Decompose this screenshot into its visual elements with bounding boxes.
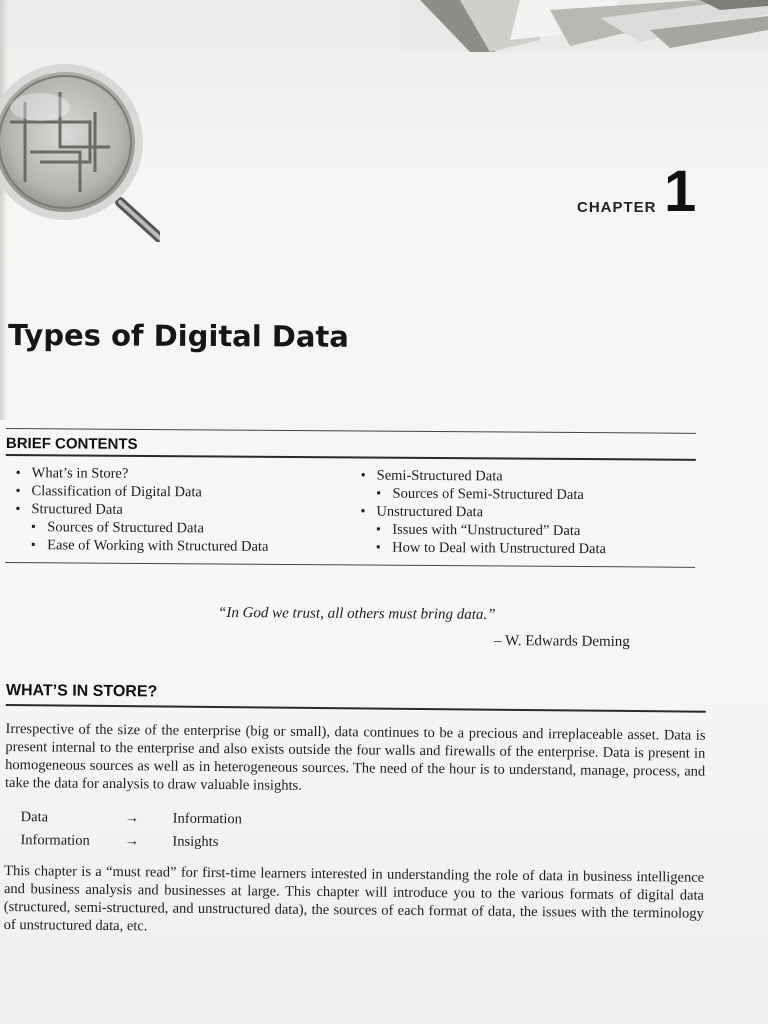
chapter-number: 1 [664, 159, 697, 224]
epigraph-quote: “In God we trust, all others must bring data.” [217, 605, 496, 623]
body-paragraph: Irrespective of the size of the enterprise (big or small), data continues to be a precious and irreplaceable asset. Data is present internal to the enterprise and also exists outside the four walls and firewalls of the enterprise. Data is present in homogeneous sources as well as in heterogeneous sources. The need of the hour is to understand, manage, process, and take the data for analysis to draw valuable insights. [4, 720, 706, 794]
stacked-books-image [400, 0, 768, 52]
contents-subitem: ▪ Ease of Working with Structured Data [5, 536, 350, 556]
contents-item: • Classification of Digital Data [5, 482, 350, 502]
epigraph-author: – W. Edwards Deming [493, 633, 630, 650]
whats-in-store-section [4, 682, 706, 941]
contents-subitem: ▪ Issues with “Unstructured” Data [350, 520, 695, 540]
flow-target: Insights [172, 833, 219, 851]
contents-subitem: ▪ Sources of Semi-Structured Data [350, 484, 695, 504]
chapter-title: Types of Digital Data [7, 318, 350, 354]
brief-contents-right-column [350, 466, 696, 558]
flow-source: Data [20, 809, 49, 826]
contents-item: • Structured Data [5, 500, 350, 520]
section-heading: WHAT’S IN STORE? [5, 682, 158, 701]
flow-target: Information [172, 810, 243, 828]
brief-contents [5, 428, 696, 568]
contents-item: • What’s in Store? [6, 464, 351, 484]
contents-subitem: ▪ Sources of Structured Data [5, 518, 350, 538]
brief-contents-heading: BRIEF CONTENTS [5, 434, 138, 453]
contents-item: • Semi-Structured Data [351, 466, 696, 486]
right-arrow-icon: → [124, 810, 140, 827]
body-paragraph: This chapter is a “must read” for first-time learners interested in understanding the role of data in business intelligence and business analysis and businesses at large. This chapter will introduce you to the various formats of digital data (structured, semi-structured, and unstructured data), the sources of each format of data, the issues with the terminology of unstructured data, etc. [3, 862, 705, 935]
magnifying-glass-icon [0, 52, 160, 242]
brief-contents-list [5, 456, 696, 567]
chapter-label: CHAPTER [577, 199, 657, 216]
contents-subitem: ▪ How to Deal with Unstructured Data [350, 538, 695, 558]
right-arrow-icon: → [124, 833, 140, 850]
brief-contents-left-column [5, 464, 351, 556]
data-flow-list [20, 806, 704, 859]
flow-source: Information [20, 832, 90, 849]
contents-item: • Unstructured Data [350, 502, 695, 522]
